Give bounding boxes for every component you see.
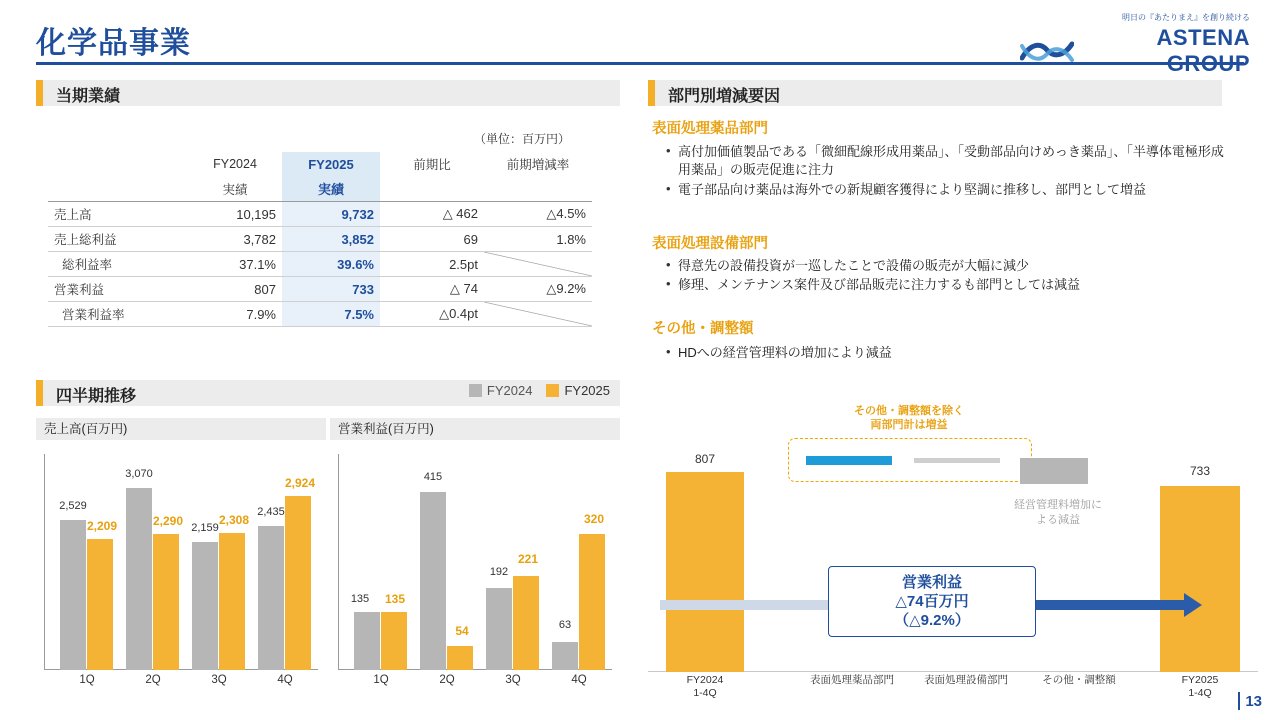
- x-label-3q: 3Q: [505, 674, 521, 686]
- row-label: 営業利益: [48, 277, 188, 302]
- slide-header: [0, 0, 1280, 76]
- col-header-fy2024: FY2024: [213, 157, 257, 171]
- list-item: • 得意先の設備投資が一巡したことで設備の販売が大幅に減少: [664, 257, 1230, 275]
- chart-legend: [469, 383, 620, 398]
- bar-value-2025-3q: 221: [517, 552, 539, 566]
- logo-mark-icon: [1020, 38, 1074, 64]
- waterfall-xlabel-equipment: 表面処理設備部門: [924, 674, 1008, 686]
- page-number: 13: [1245, 693, 1262, 710]
- cell-diff: 2.5pt: [380, 252, 484, 277]
- bar-value-2024-1q: 135: [350, 593, 370, 605]
- x-label-4q: 4Q: [277, 674, 293, 686]
- cell-fy2024: 10,195: [188, 202, 282, 227]
- subheading-equipment: 表面処理設備部門: [652, 236, 768, 252]
- section-header-performance: [36, 80, 620, 106]
- cell-diff: 69: [380, 227, 484, 252]
- chart-operating-profit-quarterly: [330, 418, 620, 686]
- row-label: 営業利益率: [48, 302, 188, 327]
- bar-value-2024-4q: 2,435: [257, 506, 285, 518]
- bar-value-2025-3q: 2,308: [218, 513, 250, 527]
- cell-fy2024: 807: [188, 277, 282, 302]
- row-label: 売上総利益: [48, 227, 188, 252]
- bullet-list-equipment: [664, 257, 1230, 296]
- row-label: 売上高: [48, 202, 188, 227]
- xlabel-text: FY2024: [686, 674, 724, 686]
- chart-waterfall: [648, 400, 1258, 700]
- waterfall-xlabel-chemicals: 表面処理薬品部門: [810, 674, 894, 686]
- section-title-performance: 当期業績: [56, 88, 121, 105]
- list-item: • 高付加価値製品である「微細配線形成用薬品」、「受動部品向けめっき薬品」、「半導体電極形成用薬品」の販売促進に注力: [664, 143, 1230, 180]
- table-header-row: [48, 152, 592, 176]
- bullet-list-chemicals: [664, 143, 1230, 200]
- chart-title-sales: 売上高(百万円): [36, 418, 326, 440]
- waterfall-xlabel-fy2024: [658, 674, 752, 700]
- bar-value-2025-1q: 135: [384, 592, 406, 606]
- bar-value-2024-1q: 2,529: [59, 500, 87, 512]
- bar-value-2025-4q: 320: [583, 512, 605, 526]
- cell-fy2025: 3,852: [282, 227, 380, 252]
- cell-rate: [484, 252, 592, 277]
- bullet-list-other: [664, 344, 1230, 363]
- cell-fy2025: 7.5%: [282, 302, 380, 327]
- section-title-quarterly: 四半期推移: [56, 388, 137, 405]
- waterfall-callout: [828, 566, 1036, 637]
- cell-fy2025: 9,732: [282, 202, 380, 227]
- legend-item-fy2024: [469, 383, 533, 398]
- waterfall-gray-note: [978, 498, 1138, 528]
- waterfall-bar-fy2024: [666, 472, 744, 672]
- legend-label-fy2024: FY2024: [486, 383, 533, 398]
- cell-rate: 1.8%: [484, 227, 592, 252]
- list-item: • 電子部品向け薬品は海外での新規顧客獲得により堅調に推移し、部門として増益: [664, 181, 1230, 199]
- waterfall-arrow-head-icon: [1184, 593, 1202, 617]
- cell-diff: △ 462: [380, 202, 484, 227]
- waterfall-xlabel-fy2025: [1152, 674, 1248, 700]
- table-row: [48, 302, 592, 327]
- legend-label-fy2025: FY2025: [564, 383, 610, 398]
- col-header-diff: 前期比: [413, 158, 451, 172]
- section-header-quarterly: [36, 380, 620, 406]
- section-title-factors: 部門別増減要因: [668, 88, 781, 105]
- callout-line-1: 営業利益: [901, 574, 962, 591]
- note-line-1: その他・調整額を除く: [854, 405, 964, 417]
- unit-note: （単位：百万円）: [474, 132, 571, 146]
- cell-fy2025: 39.6%: [282, 252, 380, 277]
- x-label-4q: 4Q: [571, 674, 587, 686]
- logo-text: ASTENA GROUP: [1156, 25, 1250, 76]
- row-label: 総利益率: [48, 252, 188, 277]
- x-label-1q: 1Q: [373, 674, 389, 686]
- list-item: • HDへの経営管理料の増加により減益: [664, 344, 1230, 362]
- cell-rate: △9.2%: [484, 277, 592, 302]
- x-label-2q: 2Q: [439, 674, 455, 686]
- x-label-3q: 3Q: [211, 674, 227, 686]
- col-header-fy2025: FY2025: [282, 152, 380, 176]
- cell-diff: △ 74: [380, 277, 484, 302]
- bar-value-2024-2q: 3,070: [125, 468, 153, 480]
- bar-value-2024-4q: 63: [558, 619, 572, 631]
- gray-note-line-2: よる減益: [1036, 513, 1080, 526]
- bar-value-2024-2q: 415: [423, 471, 443, 483]
- bar-value-2025-4q: 2,924: [284, 476, 316, 490]
- waterfall-bar-other: [1020, 458, 1088, 484]
- callout-line-3: （△9.2%）: [894, 611, 970, 629]
- gray-note-line-1: 経営管理料増加に: [1014, 499, 1102, 511]
- xlabel-sub: 1-4Q: [693, 687, 717, 700]
- waterfall-xlabel-other: その他・調整額: [1042, 674, 1116, 686]
- table-row: [48, 202, 592, 227]
- table-row: [48, 277, 592, 302]
- xlabel-sub: 1-4Q: [1188, 687, 1212, 700]
- cell-rate: [484, 302, 592, 327]
- chart-sales-quarterly: [36, 418, 326, 686]
- page-number-divider: [1238, 692, 1240, 710]
- subheading-chemicals: 表面処理薬品部門: [652, 121, 768, 137]
- bar-value-2025-1q: 2,209: [86, 519, 118, 533]
- table-row: [48, 252, 592, 277]
- legend-item-fy2025: [546, 383, 610, 398]
- list-item: • 修理、メンテナンス案件及び部品販売に注力するも部門としては減益: [664, 276, 1230, 294]
- waterfall-bar-fy2025: [1160, 486, 1240, 672]
- cell-fy2024: 3,782: [188, 227, 282, 252]
- sub-header-fy2024: 実績: [222, 182, 248, 197]
- bar-value-2024-3q: 2,159: [191, 522, 219, 534]
- company-logo: [1020, 12, 1250, 76]
- waterfall-value-fy2025: 733: [1189, 464, 1211, 478]
- col-header-rate: 前期増減率: [506, 158, 570, 172]
- sub-header-fy2025: 実績: [282, 176, 380, 202]
- section-header-factors: [648, 80, 1222, 106]
- cell-diff: △0.4pt: [380, 302, 484, 327]
- cell-fy2025: 733: [282, 277, 380, 302]
- bar-value-2025-2q: 54: [455, 624, 469, 638]
- xlabel-text: FY2025: [1181, 674, 1219, 686]
- chart-title-profit: 営業利益(百万円): [330, 418, 620, 440]
- x-label-1q: 1Q: [79, 674, 95, 686]
- page-title: 化学品事業: [36, 27, 191, 60]
- performance-table: [48, 152, 592, 327]
- subheading-other: その他・調整額: [652, 321, 754, 337]
- table-row: [48, 227, 592, 252]
- logo-tagline: 明日の『あたりまえ』を創り続ける: [1122, 13, 1250, 22]
- bar-value-2025-2q: 2,290: [152, 514, 184, 528]
- bar-value-2024-3q: 192: [489, 566, 509, 578]
- cell-fy2024: 7.9%: [188, 302, 282, 327]
- waterfall-note-text: [788, 404, 1030, 433]
- note-line-2: 両部門計は増益: [870, 419, 948, 432]
- waterfall-bar-equipment: [914, 458, 1000, 463]
- cell-fy2024: 37.1%: [188, 252, 282, 277]
- waterfall-bar-chemicals: [806, 456, 892, 465]
- waterfall-value-fy2024: 807: [694, 452, 716, 466]
- cell-rate: △4.5%: [484, 202, 592, 227]
- x-label-2q: 2Q: [145, 674, 161, 686]
- callout-line-2: △74百万円: [895, 592, 969, 610]
- table-subheader-row: [48, 176, 592, 202]
